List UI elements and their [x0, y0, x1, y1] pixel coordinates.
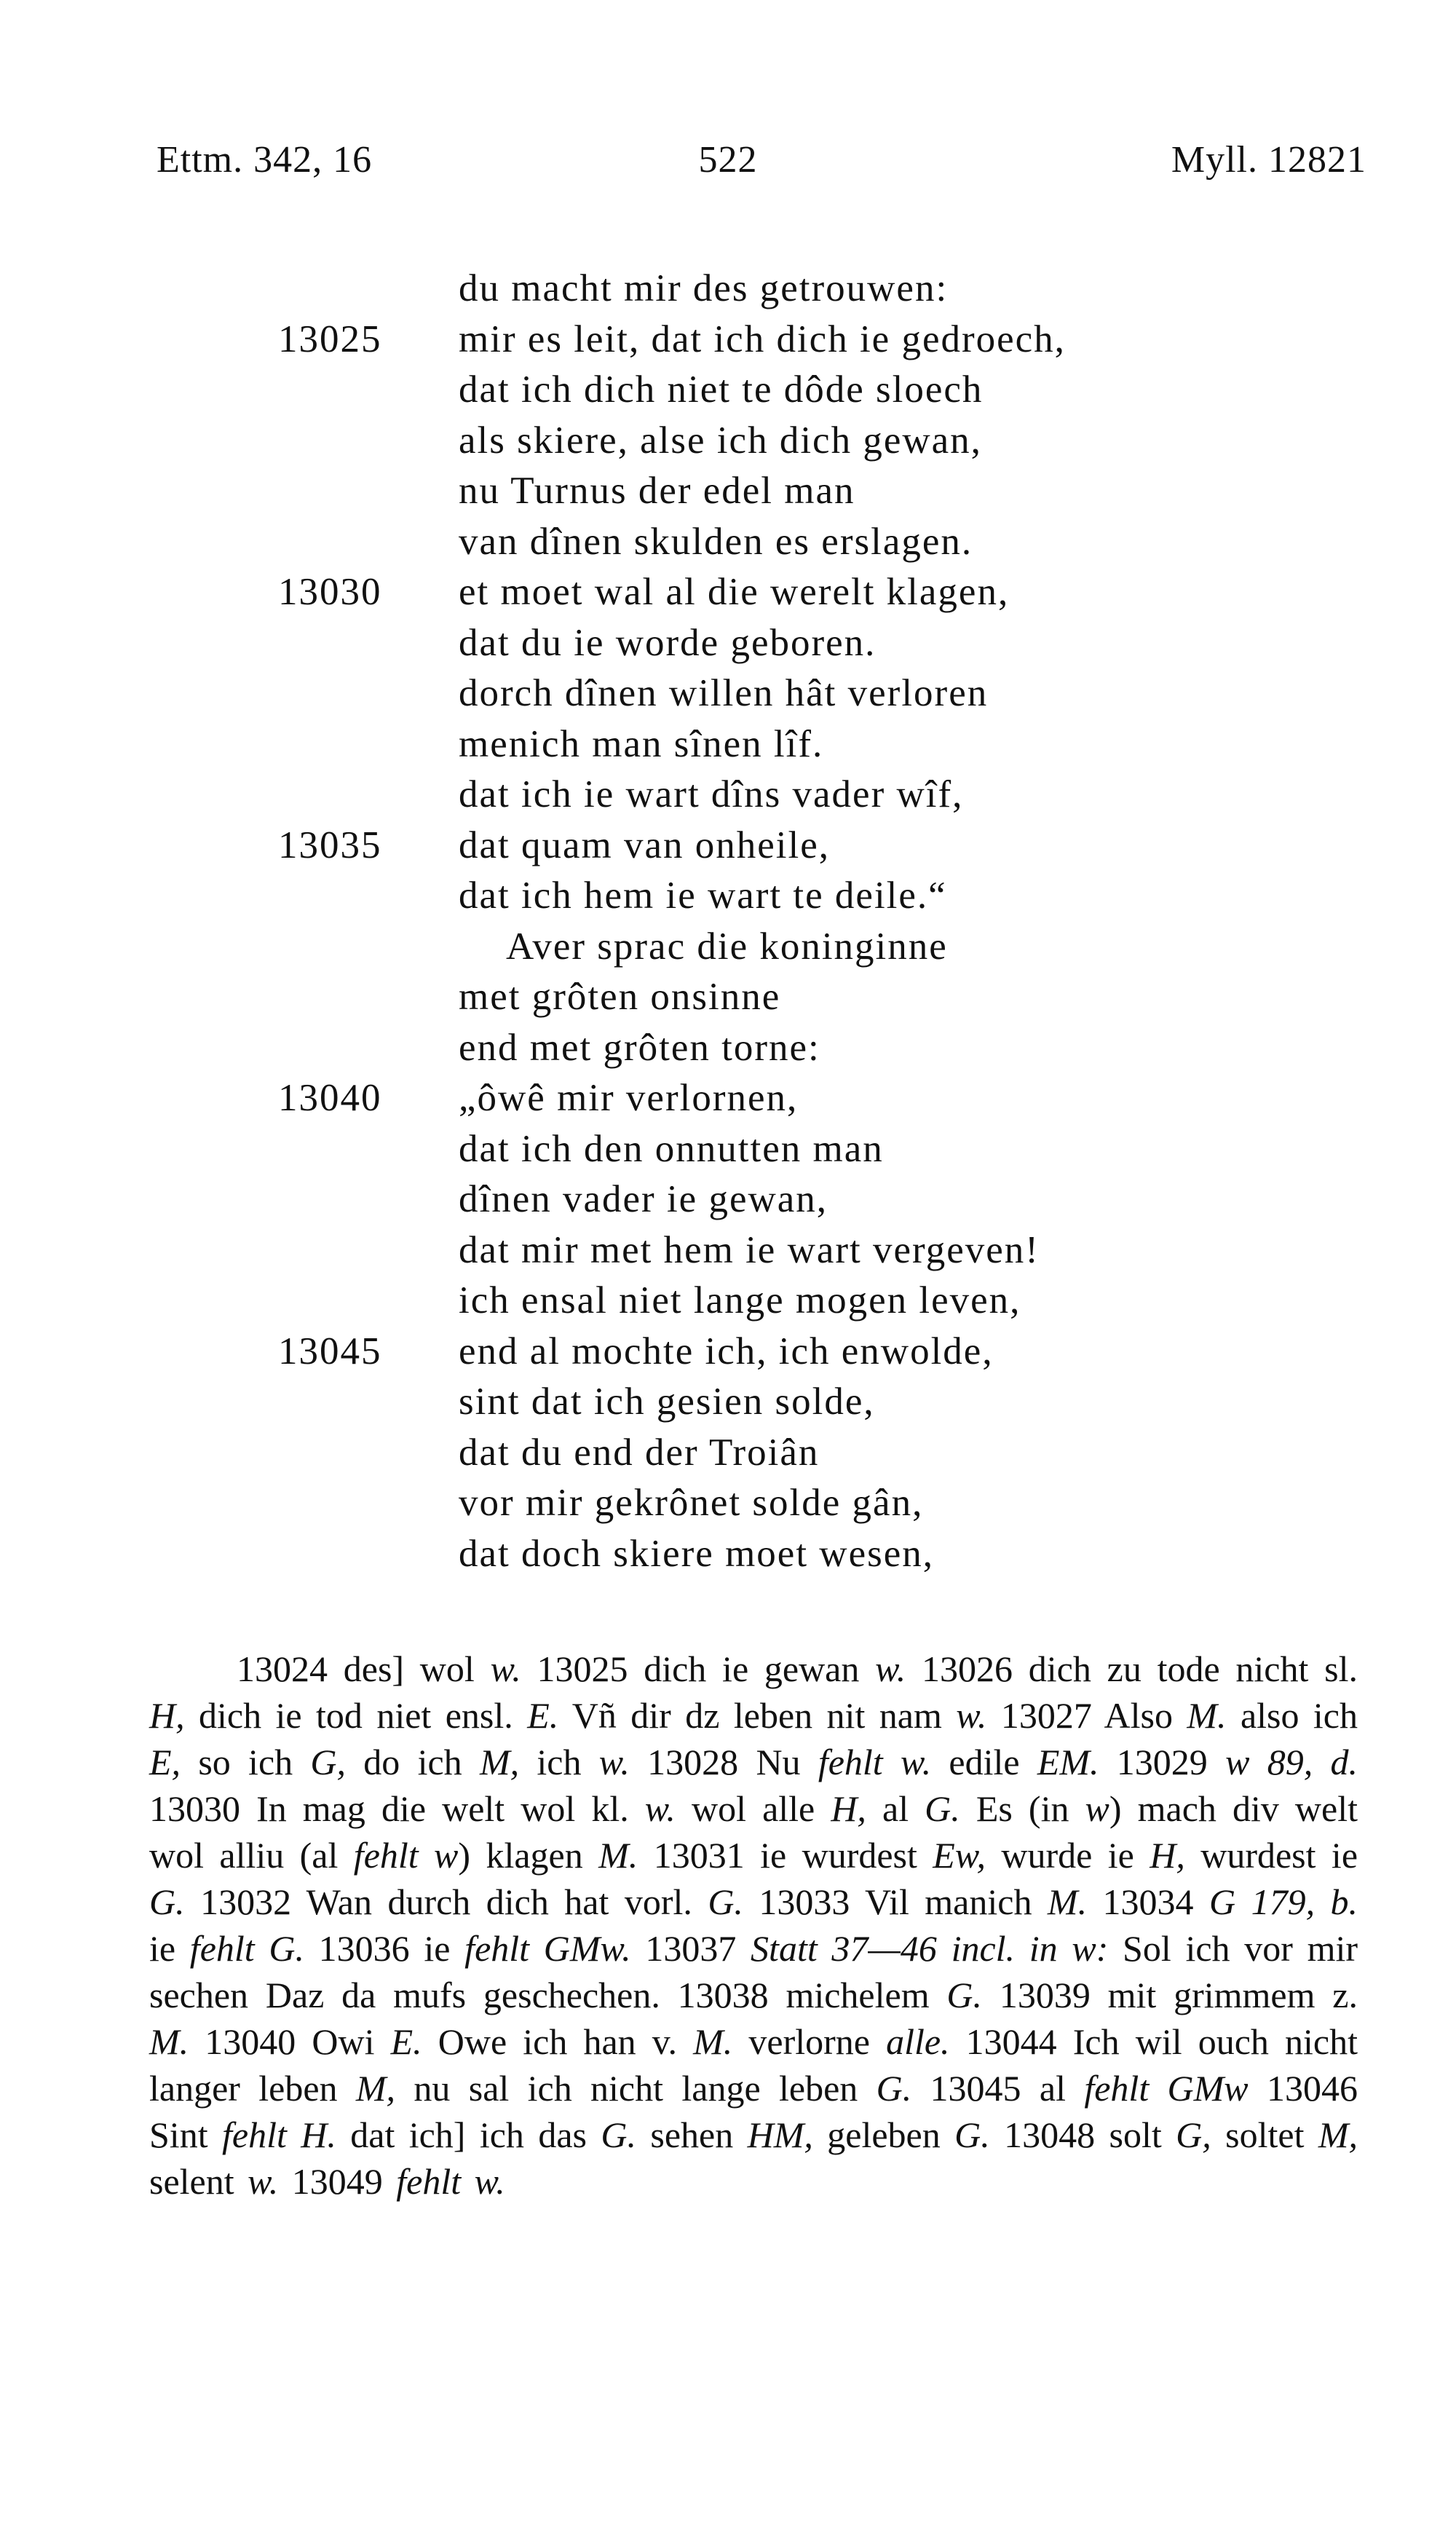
note-text: Es (in	[960, 1788, 1085, 1829]
verse-line	[0, 1174, 1456, 1225]
note-text: 13028 Nu	[629, 1742, 818, 1782]
verse-text-line: dat ich den onnutten man	[459, 1127, 884, 1170]
siglum: Statt 37—46 incl. in w:	[751, 1928, 1109, 1969]
critical-apparatus	[149, 1646, 1358, 2205]
note-text: 13044 Ich wil ouch nicht langer leben	[149, 2021, 1358, 2109]
siglum: w.	[875, 1648, 906, 1689]
note-text: Owe ich han v.	[422, 2021, 694, 2062]
verse-line	[0, 922, 1456, 973]
siglum: w	[1085, 1788, 1109, 1829]
siglum: G.	[601, 2114, 636, 2155]
siglum: G.	[954, 2114, 990, 2155]
siglum: G 179, b.	[1209, 1881, 1358, 1922]
verse-line	[0, 567, 1456, 618]
note-text: 13026 dich zu tode nicht sl.	[906, 1648, 1358, 1689]
verse-line	[0, 821, 1456, 872]
line-number: 13035	[278, 823, 382, 866]
verse-text-line: vor mir gekrônet solde gân,	[459, 1482, 924, 1524]
line-number: 13040	[278, 1077, 382, 1119]
siglum: H,	[149, 1695, 185, 1736]
siglum: EM.	[1037, 1742, 1099, 1782]
note-text: wurde ie	[985, 1835, 1150, 1876]
note-text: wol alle	[675, 1788, 831, 1829]
siglum: w.	[490, 1648, 521, 1689]
note-text: nu sal ich nicht lange leben	[395, 2068, 877, 2109]
siglum: M,	[355, 2068, 396, 2109]
verse-line	[0, 1225, 1456, 1276]
note-text: 13040 Owi	[189, 2021, 391, 2062]
note-text: 13036 ie	[304, 1928, 465, 1969]
line-number: 13025	[278, 317, 382, 360]
verse-line	[0, 466, 1456, 517]
verse-text-line: ich ensal niet lange mogen leven,	[459, 1279, 1021, 1322]
siglum: fehlt H.	[221, 2114, 336, 2155]
siglum: E.	[527, 1695, 559, 1736]
verse-text-line: met grôten onsinne	[459, 976, 781, 1018]
siglum: H,	[1150, 1835, 1185, 1876]
header-right-reference: Myll. 12821	[1171, 139, 1366, 181]
siglum: G,	[310, 1742, 347, 1782]
verse-text-line: nu Turnus der edel man	[459, 470, 855, 512]
note-text: 13024 des] wol	[237, 1648, 491, 1689]
siglum: G.	[149, 1881, 185, 1922]
verse-line	[0, 1276, 1456, 1327]
verse-text-line: als skiere, alse ich dich gewan,	[459, 419, 982, 462]
verse-text-line: dat ich dich niet te dôde sloech	[459, 368, 984, 411]
verse-text-line: dat quam van onheile,	[459, 823, 831, 866]
verse-text-line: dînen vader ie gewan,	[459, 1178, 828, 1220]
siglum: M,	[479, 1742, 520, 1782]
verse-line	[0, 618, 1456, 669]
note-text: do ich	[346, 1742, 480, 1782]
verse-line	[0, 719, 1456, 770]
verse-line	[0, 972, 1456, 1023]
siglum: G.	[946, 1975, 983, 2015]
siglum: Ew,	[933, 1835, 986, 1876]
verse-text-line: menich man sînen lîf.	[459, 722, 824, 765]
verse-line	[0, 517, 1456, 568]
note-text: 13032 Wan durch dich hat vorl.	[184, 1881, 708, 1922]
verse-line	[0, 871, 1456, 922]
verse-text-line: Aver sprac die koninginne	[506, 925, 948, 968]
note-text: al	[866, 1788, 925, 1829]
siglum: E,	[149, 1742, 181, 1782]
siglum: HM,	[747, 2114, 813, 2155]
siglum: alle.	[886, 2021, 950, 2062]
note-text: 13037	[630, 1928, 751, 1969]
note-text: 13048 solt	[989, 2114, 1176, 2155]
note-text: geleben	[812, 2114, 955, 2155]
verse-line	[0, 1478, 1456, 1529]
verse-text-line: van dînen skulden es erslagen.	[459, 520, 973, 563]
line-number: 13045	[278, 1330, 382, 1372]
siglum: fehlt w.	[818, 1742, 932, 1782]
verse-text-line: end met grôten torne:	[459, 1026, 820, 1069]
verse-line	[0, 1428, 1456, 1479]
siglum: G,	[1176, 2114, 1211, 2155]
verse-text-line: „ôwê mir verlornen,	[459, 1077, 799, 1119]
verse-line	[0, 1529, 1456, 1580]
siglum: fehlt w.	[396, 2161, 505, 2202]
line-number: 13030	[278, 571, 382, 613]
siglum: w 89, d.	[1225, 1742, 1358, 1782]
verse-line	[0, 1124, 1456, 1175]
verse-text-line: dat du end der Troiân	[459, 1431, 820, 1474]
verse-line	[0, 668, 1456, 719]
note-text: 13030 In mag die welt wol kl.	[149, 1788, 645, 1829]
siglum: fehlt G.	[189, 1928, 304, 1969]
note-text: 13033 Vil manich	[743, 1881, 1048, 1922]
siglum: G.	[708, 1881, 743, 1922]
note-text: edile	[931, 1742, 1037, 1782]
siglum: G.	[925, 1788, 960, 1829]
verse-line	[0, 416, 1456, 467]
verse-line	[0, 1327, 1456, 1378]
note-text: 13049	[278, 2161, 397, 2202]
note-text: Vñ dir dz leben nit nam	[558, 1695, 957, 1736]
note-text: 13025 dich ie gewan	[521, 1648, 876, 1689]
note-text: verlorne	[732, 2021, 887, 2062]
note-text: ) mach div welt wol alliu (al	[149, 1788, 1358, 1876]
verse-text-line: du macht mir des getrouwen:	[459, 267, 949, 309]
page-number: 522	[698, 139, 758, 181]
header-left-reference: Ettm. 342, 16	[157, 139, 373, 181]
verse-text-line: mir es leit, dat ich dich ie gedroech,	[459, 317, 1066, 360]
verse-text-line: dat du ie worde geboren.	[459, 621, 877, 664]
note-text: selent	[149, 2161, 248, 2202]
siglum: M.	[598, 1835, 638, 1876]
siglum: M,	[1318, 2114, 1358, 2155]
note-text: dich ie tod niet ensl.	[184, 1695, 528, 1736]
note-text: 13046 Sint	[149, 2068, 1358, 2155]
verse-text	[0, 264, 1456, 1579]
siglum: M.	[1187, 1695, 1227, 1736]
verse-text-line: dat doch skiere moet wesen,	[459, 1532, 934, 1575]
verse-text-line: et moet wal al die werelt klagen,	[459, 571, 1010, 613]
note-text: also ich	[1226, 1695, 1358, 1736]
siglum: w.	[644, 1788, 676, 1829]
verse-line	[0, 1377, 1456, 1428]
verse-text-line: dat ich hem ie wart te deile.“	[459, 874, 947, 917]
note-text: dat ich] ich das	[336, 2114, 601, 2155]
siglum: E.	[390, 2021, 422, 2062]
siglum: M.	[149, 2021, 189, 2062]
note-text: 13039 mit grimmem z.	[982, 1975, 1358, 2015]
note-text: Sol ich vor mir sechen Daz da mufs geschechen. 13038 michelem	[149, 1928, 1358, 2015]
verse-text-line: end al mochte ich, ich enwolde,	[459, 1330, 994, 1372]
siglum: G.	[876, 2068, 912, 2109]
siglum: M.	[693, 2021, 733, 2062]
verse-line	[0, 1023, 1456, 1074]
siglum: H,	[831, 1788, 866, 1829]
note-text: 13045 al	[911, 2068, 1085, 2109]
note-text: ) klagen	[458, 1835, 599, 1876]
verse-text-line: dat ich ie wart dîns vader wîf,	[459, 773, 964, 815]
note-text: ich	[519, 1742, 599, 1782]
note-text: wurdest ie	[1184, 1835, 1358, 1876]
siglum: w.	[956, 1695, 987, 1736]
note-text: 13031 ie wurdest	[638, 1835, 933, 1876]
siglum: fehlt GMw	[1084, 2068, 1249, 2109]
note-text: soltet	[1211, 2114, 1318, 2155]
note-text: 13029	[1099, 1742, 1226, 1782]
running-header	[0, 138, 1456, 197]
note-text: ie	[149, 1928, 190, 1969]
siglum: fehlt w	[353, 1835, 459, 1876]
verse-text-line: dat mir met hem ie wart vergeven!	[459, 1228, 1040, 1271]
note-text: sehen	[636, 2114, 748, 2155]
verse-text-line: dorch dînen willen hât verloren	[459, 672, 989, 714]
verse-text-line: sint dat ich gesien solde,	[459, 1380, 875, 1423]
note-text: 13034	[1087, 1881, 1209, 1922]
verse-line	[0, 264, 1456, 315]
verse-line	[0, 315, 1456, 366]
siglum: M.	[1047, 1881, 1088, 1922]
siglum: w.	[598, 1742, 630, 1782]
verse-line	[0, 365, 1456, 416]
note-text: so ich	[181, 1742, 311, 1782]
verse-line	[0, 770, 1456, 821]
note-text: 13027 Also	[986, 1695, 1187, 1736]
verse-line	[0, 1073, 1456, 1124]
siglum: fehlt GMw.	[464, 1928, 631, 1969]
siglum: w.	[248, 2161, 279, 2202]
